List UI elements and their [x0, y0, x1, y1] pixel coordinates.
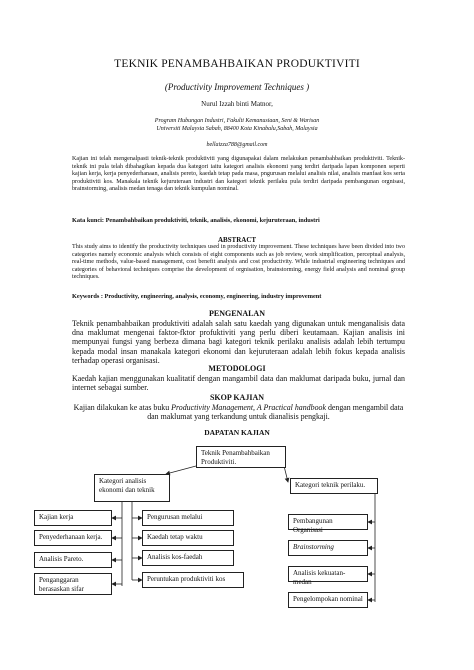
paper-title: TEKNIK PENAMBAHBAIKAN PRODUKTIVITI [114, 58, 360, 70]
dapatan-heading: DAPATAN KAJIAN [204, 428, 270, 437]
mid-item-peruntukan: Peruntukan produktiviti kos [142, 572, 244, 588]
mid-item-pengurusan: Pengurusan melalui [142, 510, 234, 526]
left-item-kajian-kerja: Kajian kerja [34, 510, 112, 526]
skop-prefix: Kajian dilakukan ke atas buku [73, 403, 172, 412]
right-category-box: Kategori teknik perilaku. [290, 478, 378, 494]
abstract-heading: ABSTRACT [217, 236, 257, 244]
author-email: bellaizza788@gmail.com [206, 142, 268, 148]
right-item-pembangunan: Pembangunan Organisasi [288, 514, 368, 530]
skop-heading: SKOP KAJIAN [209, 393, 264, 402]
left-category-box: Kategori analisis ekonomi dan teknik [94, 474, 170, 502]
keywords: Keywords : Productivity, engineering, analysis, economy, engineering, industry improvement [72, 293, 322, 300]
pengenalan-paragraph: Teknik penambahbaikan produktiviti adalah salah satu kaedah yang digunakan untuk menganalisis data dna maklumat mengenai faktor-fktor profuktiviti yang perlu diberi keutamaan. Kajian analisis ini mempunyai fungsi yang berbeza dimana bagi kategori teknik perilaku analisis adalah lebih tertumpu kepada modal insan manakala kategori ekonomi dan kejuruteraan adalah lebih fokus kepada analisis terhadap operasi organisasi. [72, 319, 405, 365]
left-item-penganggaran: Penganggaran berasaskan sifar [34, 573, 112, 595]
abstrak-paragraph: Kajian ini telah mengenalpasti teknik-teknik produktiviti yang digunapakai dalam melakukan penambahbaikan produktiviti. Teknik-teknik ini pula telah dibahagikan kepada dua kategori iaitu kategori analisis ekonomi yang terdiri daripada lapan komponen seperti kajian kerja, kerja penyederhanaan, analisis pereto, kaedah tetap pada masa, pngurusan melalui analisis nilai, analisis manfaat kos serta produktiviti kos. Manakala teknik kejuruteraan industri dan kategori teknik perilaku pula terdiri daripada pembangunan orgnisasi, brainstorming, analisis medan tenaga dan teknik kumpulan nominal. [72, 156, 405, 193]
arrow-root-to-left [166, 466, 196, 474]
skop-suffix: dengan mengambil data dan maklumat yang terkandung untuk dianalisis pengkaji. [147, 403, 404, 422]
paper-subtitle: (Productivity Improvement Techniques ) [164, 82, 310, 92]
left-item-pareto: Analisis Pareto. [34, 552, 112, 568]
left-item-penyederhanaan: Penyederhanaan kerja. [34, 530, 112, 546]
right-item-brainstorming: Brainstorming [288, 540, 368, 556]
metodologi-paragraph: Kaedah kajian menggunakan kualitatif dengan mangambil data dan maklumat daripada buku, jurnal dan internet sebagai sumber. [72, 374, 405, 393]
abstract-paragraph: This study aims to identify the productivity techniques used in productivity improvement. These techniques have been divided into two categories namely economic analysis which consists of eight components such as job review, work simplification, perceptual analysis, real-time methods, value-based management, cost benefit analysis and cost productivity. While industrial engineering techniques and categories of behavioral techniques comprise the development of orgnisation, brainstorming, energy field analysis and nominal group techniques. [72, 244, 405, 281]
right-item-nominal: Pengelompokan nominal [288, 592, 368, 608]
metodologi-heading: METODOLOGI [208, 364, 266, 373]
mid-item-kos-faedah: Analisis kos-faedah [142, 550, 234, 566]
diagram-root-box: Teknik Penambahbaikan Produktiviti. [196, 446, 286, 468]
skop-book-title: Productivity Management, A Practical handbook [171, 403, 326, 412]
pengenalan-heading: PENGENALAN [208, 309, 265, 318]
affiliation-line-1: Program Hubungan Industri, Fakulti Kemanusiaan, Seni & Warisan [154, 118, 320, 124]
mid-item-kaedah-tetap: Kaedah tetap waktu [142, 530, 234, 546]
affiliation-line-2: Universiti Malaysia Sabah, 88400 Kota Kinabalu,Sabah, Malaysia [156, 126, 318, 132]
kata-kunci: Kata kunci: Penambahbaikan produktiviti, teknik, analisis, ekonomi, kejuruteraan, industri [72, 217, 320, 224]
author-name: Nurul Izzah binti Matnor, [201, 100, 273, 108]
right-item-kekuatan-medan: Analisis kekuatan-medan [288, 566, 368, 582]
arrow-root-to-right [284, 466, 288, 482]
